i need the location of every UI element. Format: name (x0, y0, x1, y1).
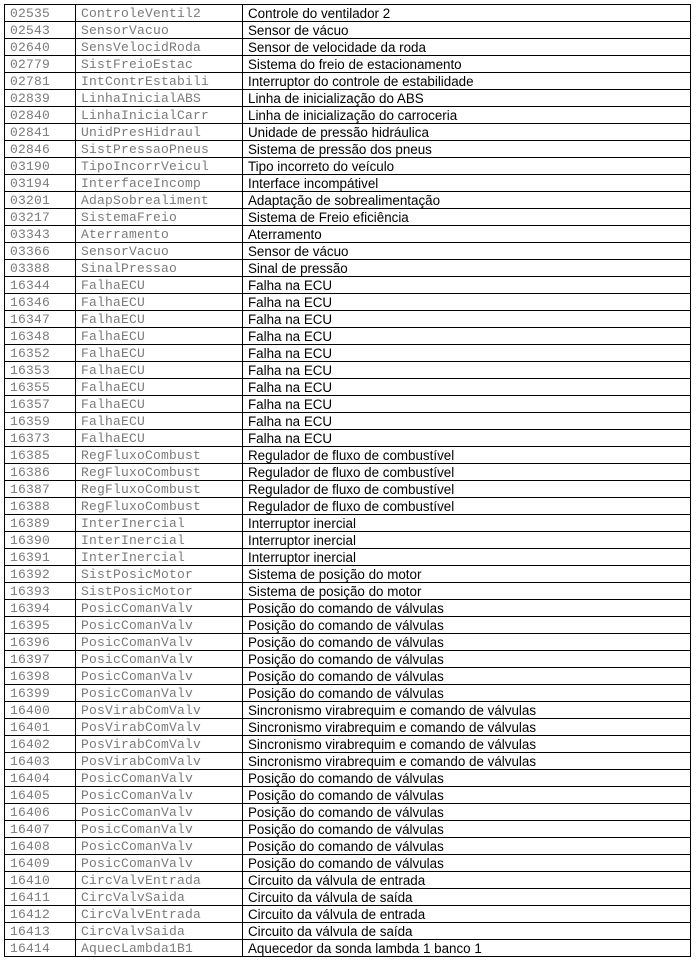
fault-description-cell: Sistema do freio de estacionamento (243, 56, 691, 73)
fault-description-cell: Posição do comando de válvulas (243, 770, 691, 787)
fault-description-cell: Regulador de fluxo de combustível (243, 481, 691, 498)
fault-name-cell: AdapSobrealiment (76, 192, 243, 209)
table-row (5, 328, 691, 345)
fault-code-cell: 16389 (5, 515, 76, 532)
table-row (5, 736, 691, 753)
fault-name-cell: PosVirabComValv (76, 719, 243, 736)
fault-name-cell: PosicComanValv (76, 838, 243, 855)
fault-description-cell: Posição do comando de válvulas (243, 821, 691, 838)
table-row (5, 600, 691, 617)
fault-code-cell: 16392 (5, 566, 76, 583)
fault-description-cell: Falha na ECU (243, 379, 691, 396)
fault-name-cell: TipoIncorrVeicul (76, 158, 243, 175)
fault-description-cell: Falha na ECU (243, 413, 691, 430)
fault-code-cell: 16373 (5, 430, 76, 447)
fault-code-cell: 16399 (5, 685, 76, 702)
fault-name-cell: PosVirabComValv (76, 736, 243, 753)
table-row (5, 702, 691, 719)
fault-code-cell: 02779 (5, 56, 76, 73)
fault-name-cell: PosicComanValv (76, 634, 243, 651)
fault-name-cell: PosicComanValv (76, 804, 243, 821)
table-row (5, 226, 691, 243)
fault-name-cell: FalhaECU (76, 328, 243, 345)
fault-name-cell: SinalPressao (76, 260, 243, 277)
fault-code-cell: 16406 (5, 804, 76, 821)
table-row (5, 549, 691, 566)
fault-code-cell: 16346 (5, 294, 76, 311)
fault-code-cell: 16352 (5, 345, 76, 362)
table-row (5, 566, 691, 583)
fault-name-cell: FalhaECU (76, 277, 243, 294)
fault-description-cell: Linha de inicialização do carroceria (243, 107, 691, 124)
fault-name-cell: PosVirabComValv (76, 702, 243, 719)
fault-name-cell: CircValvEntrada (76, 906, 243, 923)
fault-name-cell: FalhaECU (76, 311, 243, 328)
fault-description-cell: Posição do comando de válvulas (243, 668, 691, 685)
fault-description-cell: Aquecedor da sonda lambda 1 banco 1 (243, 940, 691, 957)
fault-code-cell: 16357 (5, 396, 76, 413)
fault-description-cell: Falha na ECU (243, 311, 691, 328)
fault-code-cell: 16405 (5, 787, 76, 804)
fault-description-cell: Circuito da válvula de entrada (243, 872, 691, 889)
table-row (5, 73, 691, 90)
fault-name-cell: SistPressaoPneus (76, 141, 243, 158)
fault-description-cell: Sensor de vácuo (243, 22, 691, 39)
fault-name-cell: LinhaInicialCarr (76, 107, 243, 124)
table-row (5, 923, 691, 940)
fault-name-cell: FalhaECU (76, 362, 243, 379)
fault-code-cell: 02846 (5, 141, 76, 158)
fault-description-cell: Controle do ventilador 2 (243, 5, 691, 22)
table-row (5, 192, 691, 209)
table-row (5, 787, 691, 804)
table-row (5, 464, 691, 481)
table-row (5, 56, 691, 73)
fault-name-cell: PosicComanValv (76, 651, 243, 668)
fault-description-cell: Interface incompátivel (243, 175, 691, 192)
table-row (5, 362, 691, 379)
table-row (5, 311, 691, 328)
fault-name-cell: PosicComanValv (76, 600, 243, 617)
fault-code-cell: 03190 (5, 158, 76, 175)
fault-description-cell: Aterramento (243, 226, 691, 243)
fault-name-cell: AquecLambda1B1 (76, 940, 243, 957)
table-row (5, 719, 691, 736)
fault-description-cell: Sistema de posição do motor (243, 566, 691, 583)
fault-description-cell: Falha na ECU (243, 362, 691, 379)
table-row (5, 124, 691, 141)
fault-name-cell: SistFreioEstac (76, 56, 243, 73)
table-row (5, 872, 691, 889)
fault-code-cell: 16391 (5, 549, 76, 566)
table-row (5, 515, 691, 532)
fault-description-cell: Falha na ECU (243, 345, 691, 362)
fault-code-cell: 16359 (5, 413, 76, 430)
fault-name-cell: SensVelocidRoda (76, 39, 243, 56)
fault-description-cell: Circuito da válvula de saída (243, 923, 691, 940)
fault-code-cell: 16409 (5, 855, 76, 872)
table-row (5, 617, 691, 634)
fault-description-cell: Sensor de vácuo (243, 243, 691, 260)
fault-code-cell: 03217 (5, 209, 76, 226)
fault-name-cell: PosicComanValv (76, 617, 243, 634)
fault-description-cell: Regulador de fluxo de combustível (243, 464, 691, 481)
fault-name-cell: FalhaECU (76, 413, 243, 430)
table-row (5, 906, 691, 923)
fault-name-cell: UnidPresHidraul (76, 124, 243, 141)
table-row (5, 209, 691, 226)
fault-name-cell: FalhaECU (76, 396, 243, 413)
fault-code-cell: 16408 (5, 838, 76, 855)
fault-name-cell: InterInercial (76, 515, 243, 532)
fault-code-cell: 03388 (5, 260, 76, 277)
table-row (5, 5, 691, 22)
table-row (5, 413, 691, 430)
fault-code-cell: 02543 (5, 22, 76, 39)
fault-name-cell: FalhaECU (76, 294, 243, 311)
fault-description-cell: Adaptação de sobrealimentação (243, 192, 691, 209)
fault-description-cell: Posição do comando de válvulas (243, 600, 691, 617)
fault-description-cell: Circuito da válvula de entrada (243, 906, 691, 923)
fault-code-cell: 16348 (5, 328, 76, 345)
fault-name-cell: InterfaceIncomp (76, 175, 243, 192)
fault-description-cell: Linha de inicialização do ABS (243, 90, 691, 107)
fault-code-cell: 16401 (5, 719, 76, 736)
fault-description-cell: Sistema de pressão dos pneus (243, 141, 691, 158)
table-row (5, 651, 691, 668)
fault-code-cell: 02535 (5, 5, 76, 22)
fault-name-cell: FalhaECU (76, 430, 243, 447)
fault-name-cell: RegFluxoCombust (76, 464, 243, 481)
fault-name-cell: PosicComanValv (76, 668, 243, 685)
table-row (5, 583, 691, 600)
fault-name-cell: PosicComanValv (76, 821, 243, 838)
fault-code-cell: 16412 (5, 906, 76, 923)
fault-description-cell: Posição do comando de válvulas (243, 617, 691, 634)
fault-description-cell: Posição do comando de válvulas (243, 634, 691, 651)
fault-code-cell: 16396 (5, 634, 76, 651)
fault-description-cell: Sincronismo virabrequim e comando de válvulas (243, 736, 691, 753)
fault-name-cell: Aterramento (76, 226, 243, 243)
fault-code-cell: 16393 (5, 583, 76, 600)
table-row (5, 141, 691, 158)
fault-description-cell: Interruptor inercial (243, 515, 691, 532)
fault-description-cell: Circuito da válvula de saída (243, 889, 691, 906)
fault-name-cell: PosicComanValv (76, 770, 243, 787)
fault-name-cell: InterInercial (76, 532, 243, 549)
fault-code-cell: 16400 (5, 702, 76, 719)
fault-name-cell: SensorVacuo (76, 22, 243, 39)
fault-code-cell: 16385 (5, 447, 76, 464)
fault-name-cell: PosicComanValv (76, 855, 243, 872)
fault-name-cell: SensorVacuo (76, 243, 243, 260)
fault-description-cell: Regulador de fluxo de combustível (243, 498, 691, 515)
fault-description-cell: Interruptor do controle de estabilidade (243, 73, 691, 90)
table-row (5, 175, 691, 192)
fault-description-cell: Sincronismo virabrequim e comando de válvulas (243, 702, 691, 719)
fault-name-cell: RegFluxoCombust (76, 498, 243, 515)
fault-code-cell: 16402 (5, 736, 76, 753)
fault-name-cell: RegFluxoCombust (76, 481, 243, 498)
fault-code-cell: 16407 (5, 821, 76, 838)
table-row (5, 39, 691, 56)
table-row (5, 498, 691, 515)
fault-name-cell: FalhaECU (76, 345, 243, 362)
fault-code-cell: 16344 (5, 277, 76, 294)
fault-description-cell: Interruptor inercial (243, 549, 691, 566)
fault-code-table-body (5, 5, 691, 957)
fault-description-cell: Sistema de Freio eficiência (243, 209, 691, 226)
table-row (5, 889, 691, 906)
fault-code-cell: 16388 (5, 498, 76, 515)
table-row (5, 107, 691, 124)
table-row (5, 685, 691, 702)
fault-name-cell: ControleVentil2 (76, 5, 243, 22)
fault-code-cell: 16394 (5, 600, 76, 617)
fault-code-cell: 16386 (5, 464, 76, 481)
table-row (5, 753, 691, 770)
fault-code-cell: 16353 (5, 362, 76, 379)
table-row (5, 481, 691, 498)
fault-description-cell: Interruptor inercial (243, 532, 691, 549)
fault-name-cell: SistemaFreio (76, 209, 243, 226)
fault-code-cell: 16411 (5, 889, 76, 906)
fault-description-cell: Sinal de pressão (243, 260, 691, 277)
fault-name-cell: LinhaInicialABS (76, 90, 243, 107)
table-row (5, 294, 691, 311)
fault-code-cell: 16347 (5, 311, 76, 328)
fault-code-cell: 16414 (5, 940, 76, 957)
fault-code-cell: 03201 (5, 192, 76, 209)
fault-name-cell: SistPosicMotor (76, 566, 243, 583)
fault-name-cell: RegFluxoCombust (76, 447, 243, 464)
table-row (5, 668, 691, 685)
fault-description-cell: Regulador de fluxo de combustível (243, 447, 691, 464)
fault-description-cell: Tipo incorreto do veículo (243, 158, 691, 175)
fault-description-cell: Posição do comando de válvulas (243, 855, 691, 872)
fault-code-cell: 03343 (5, 226, 76, 243)
table-row (5, 532, 691, 549)
fault-name-cell: SistPosicMotor (76, 583, 243, 600)
fault-code-cell: 16387 (5, 481, 76, 498)
fault-description-cell: Unidade de pressão hidráulica (243, 124, 691, 141)
table-row (5, 855, 691, 872)
fault-code-cell: 03366 (5, 243, 76, 260)
table-row (5, 158, 691, 175)
table-row (5, 838, 691, 855)
fault-description-cell: Falha na ECU (243, 396, 691, 413)
fault-name-cell: CircValvEntrada (76, 872, 243, 889)
fault-description-cell: Falha na ECU (243, 430, 691, 447)
fault-name-cell: PosicComanValv (76, 787, 243, 804)
fault-description-cell: Falha na ECU (243, 277, 691, 294)
table-row (5, 379, 691, 396)
fault-code-cell: 02839 (5, 90, 76, 107)
fault-name-cell: IntContrEstabili (76, 73, 243, 90)
fault-code-cell: 02781 (5, 73, 76, 90)
fault-code-table (4, 4, 691, 957)
fault-code-cell: 16410 (5, 872, 76, 889)
fault-description-cell: Posição do comando de válvulas (243, 651, 691, 668)
fault-description-cell: Sincronismo virabrequim e comando de válvulas (243, 753, 691, 770)
fault-description-cell: Posição do comando de válvulas (243, 685, 691, 702)
fault-code-cell: 02840 (5, 107, 76, 124)
table-row (5, 447, 691, 464)
table-row (5, 90, 691, 107)
table-row (5, 430, 691, 447)
fault-code-cell: 16355 (5, 379, 76, 396)
fault-code-cell: 16404 (5, 770, 76, 787)
fault-code-cell: 16398 (5, 668, 76, 685)
fault-name-cell: PosVirabComValv (76, 753, 243, 770)
table-row (5, 22, 691, 39)
fault-name-cell: FalhaECU (76, 379, 243, 396)
table-row (5, 821, 691, 838)
fault-code-cell: 16403 (5, 753, 76, 770)
fault-description-cell: Posição do comando de válvulas (243, 787, 691, 804)
fault-description-cell: Sistema de posição do motor (243, 583, 691, 600)
fault-code-cell: 16397 (5, 651, 76, 668)
fault-code-cell: 16395 (5, 617, 76, 634)
table-row (5, 277, 691, 294)
fault-description-cell: Sincronismo virabrequim e comando de válvulas (243, 719, 691, 736)
fault-description-cell: Sensor de velocidade da roda (243, 39, 691, 56)
fault-code-cell: 02841 (5, 124, 76, 141)
fault-code-cell: 16413 (5, 923, 76, 940)
fault-description-cell: Posição do comando de válvulas (243, 804, 691, 821)
fault-code-cell: 03194 (5, 175, 76, 192)
fault-code-cell: 16390 (5, 532, 76, 549)
fault-description-cell: Falha na ECU (243, 294, 691, 311)
table-row (5, 770, 691, 787)
table-row (5, 260, 691, 277)
table-row (5, 345, 691, 362)
table-row (5, 243, 691, 260)
fault-code-cell: 02640 (5, 39, 76, 56)
fault-description-cell: Falha na ECU (243, 328, 691, 345)
fault-name-cell: PosicComanValv (76, 685, 243, 702)
table-row (5, 634, 691, 651)
fault-name-cell: CircValvSaida (76, 889, 243, 906)
table-row (5, 804, 691, 821)
table-row (5, 396, 691, 413)
fault-name-cell: InterInercial (76, 549, 243, 566)
fault-description-cell: Posição do comando de válvulas (243, 838, 691, 855)
fault-name-cell: CircValvSaida (76, 923, 243, 940)
table-row (5, 940, 691, 957)
